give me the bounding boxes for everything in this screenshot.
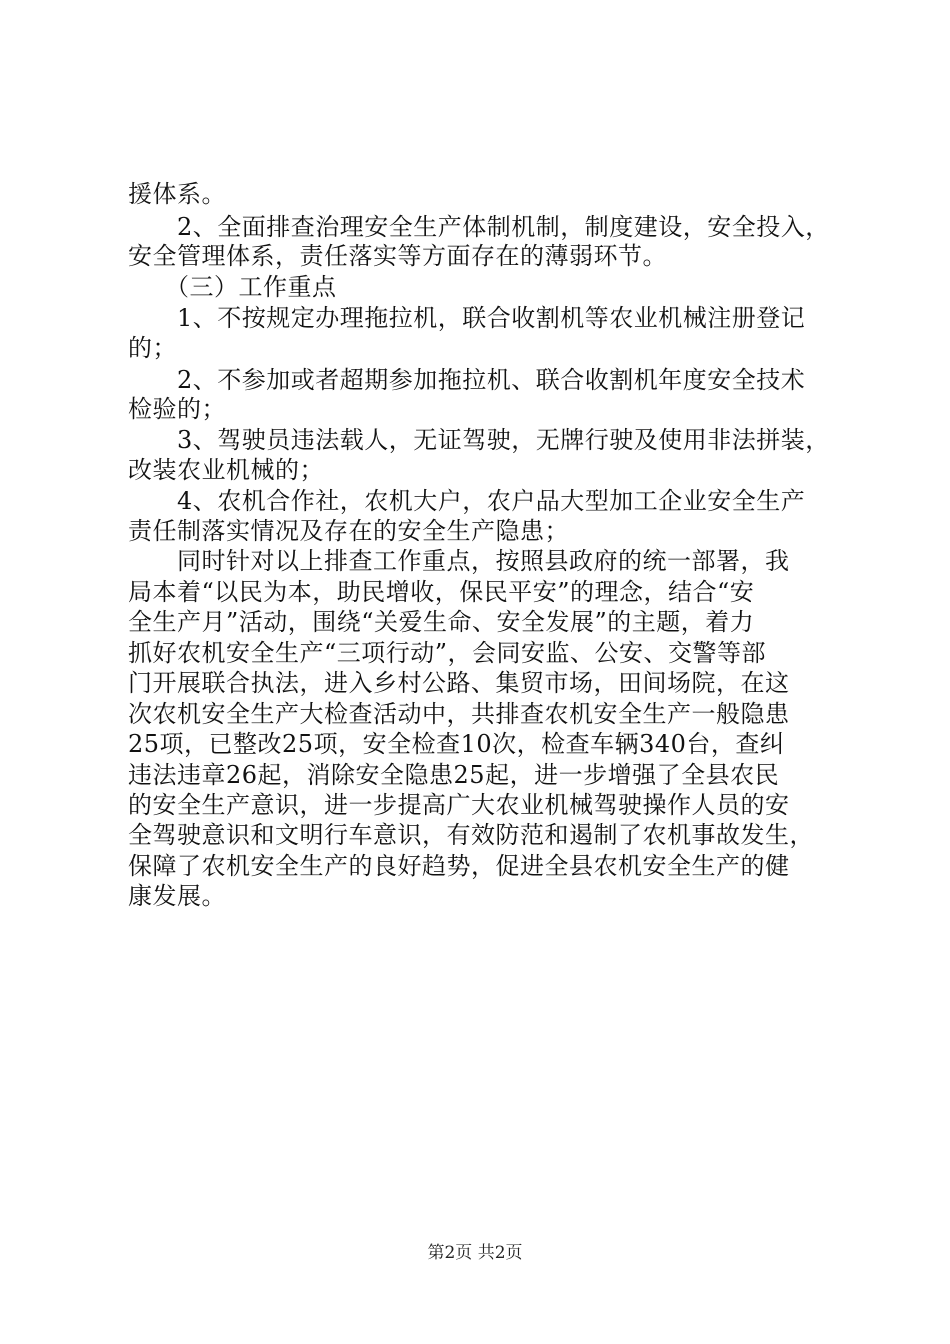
text-line: 次农机安全生产大检查活动中，共排查农机安全生产一般隐患 <box>128 700 790 728</box>
text-line: 改装农业机械的； <box>128 456 324 484</box>
text-line: 同时针对以上排查工作重点，按照县政府的统一部署，我 <box>128 547 790 575</box>
text-line: 全驾驶意识和文明行车意识，有效防范和遏制了农机事故发生， <box>128 821 814 849</box>
text-line: 违法违章26起，消除安全隐患25起，进一步增强了全县农民 <box>128 761 780 789</box>
text-line: 25项，已整改25项，安全检查10次，检查车辆340台，查纠 <box>128 730 785 758</box>
text-line: 检验的； <box>128 395 226 423</box>
text-line: 4、农机合作社，农机大户，农户品大型加工企业安全生产 <box>128 487 806 515</box>
text-line: 责任制落实情况及存在的安全生产隐患； <box>128 517 569 545</box>
text-line: 的安全生产意识，进一步提高广大农业机械驾驶操作人员的安 <box>128 791 790 819</box>
text-line: 门开展联合执法，进入乡村公路、集贸市场，田间场院，在这 <box>128 669 790 697</box>
text-line: 的； <box>128 334 177 362</box>
text-line: 保障了农机安全生产的良好趋势，促进全县农机安全生产的健 <box>128 852 790 880</box>
text-line: 2、全面排查治理安全生产体制机制，制度建设，安全投入， <box>128 213 830 241</box>
text-line: 援体系。 <box>128 180 226 208</box>
text-line: 康发展。 <box>128 882 226 910</box>
text-line: 2、不参加或者超期参加拖拉机、联合收割机年度安全技术 <box>128 366 806 394</box>
section-heading: （三）工作重点 <box>128 273 337 301</box>
text-line: 1、不按规定办理拖拉机，联合收割机等农业机械注册登记 <box>128 304 806 332</box>
page-number-footer: 第2页 共2页 <box>427 1243 523 1263</box>
text-line: 3、驾驶员违法载人，无证驾驶，无牌行驶及使用非法拼装， <box>128 426 830 454</box>
text-line: 安全管理体系，责任落实等方面存在的薄弱环节。 <box>128 242 667 270</box>
text-line: 抓好农机安全生产“三项行动”，会同安监、公安、交警等部 <box>128 639 767 667</box>
text-line: 局本着“以民为本，助民增收，保民平安”的理念，结合“安 <box>128 578 755 606</box>
text-line: 全生产月”活动，围绕“关爱生命、安全发展”的主题，着力 <box>128 608 755 636</box>
